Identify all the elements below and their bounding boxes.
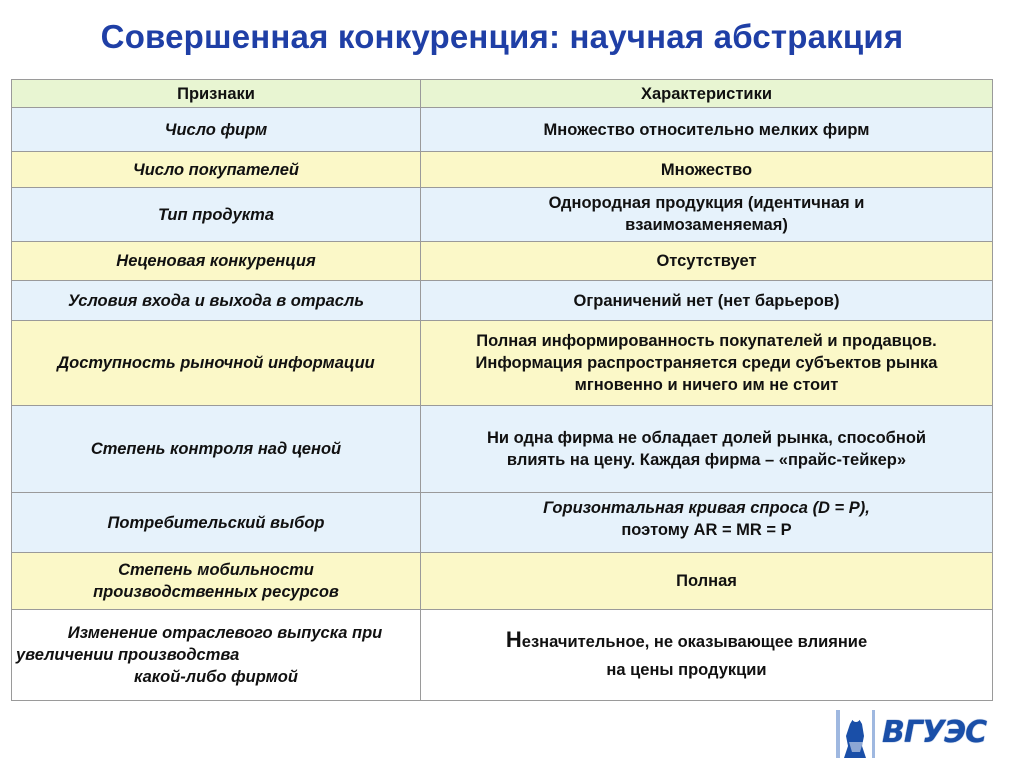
value-cell: Отсутствует xyxy=(421,242,993,281)
table-row xyxy=(12,108,993,152)
value-line: взаимозаменяемая) xyxy=(625,216,788,234)
logo-text: ВГУЭС xyxy=(882,715,987,750)
university-logo xyxy=(836,706,996,762)
value-line: на цены продукции xyxy=(606,661,767,679)
feature-cell: Доступность рыночной информации xyxy=(12,321,421,406)
value-line: мгновенно и ничего им не стоит xyxy=(574,376,839,394)
feature-cell: Условия входа и выхода в отрасль xyxy=(12,281,421,321)
table-row xyxy=(12,493,993,553)
table-row xyxy=(12,610,993,701)
value-line: поэтому AR = MR = P xyxy=(621,521,792,539)
features-table xyxy=(11,79,993,701)
feature-cell xyxy=(12,553,421,610)
value-line: езначительное, не оказывающее влияние xyxy=(521,633,868,651)
table-row xyxy=(12,321,993,406)
value-cell: Полная xyxy=(421,553,993,610)
feature-line: Степень мобильности xyxy=(118,561,314,579)
value-cell xyxy=(421,406,993,493)
value-cell xyxy=(421,321,993,406)
value-line: Полная информированность покупателей и продавцов. xyxy=(476,332,937,350)
value-line: Информация распространяется среди субъектов рынка xyxy=(475,354,938,372)
value-cell xyxy=(421,610,993,701)
feature-cell: Степень контроля над ценой xyxy=(12,406,421,493)
value-initial-letter: Н xyxy=(505,627,522,652)
feature-cell xyxy=(12,610,421,701)
feature-line: какой-либо фирмой xyxy=(134,668,298,686)
feature-line: Изменение отраслевого выпуска при xyxy=(67,624,383,642)
value-cell xyxy=(421,188,993,242)
feature-line: увеличении производства xyxy=(16,646,240,664)
header-characteristics: Характеристики xyxy=(421,80,993,108)
feature-cell: Неценовая конкуренция xyxy=(12,242,421,281)
table-row xyxy=(12,188,993,242)
value-line: Ни одна фирма не обладает долей рынка, способной xyxy=(486,429,927,447)
table-row xyxy=(12,152,993,188)
table-row xyxy=(12,553,993,610)
value-line: Горизонтальная кривая спроса (D = P), xyxy=(543,499,870,517)
header-features: Признаки xyxy=(12,80,421,108)
table-row xyxy=(12,242,993,281)
table-row xyxy=(12,281,993,321)
feature-cell: Потребительский выбор xyxy=(12,493,421,553)
feature-cell: Число фирм xyxy=(12,108,421,152)
page-title: Совершенная конкуренция: научная абстракция xyxy=(100,18,904,55)
feature-line: производственных ресурсов xyxy=(93,583,339,601)
table-row xyxy=(12,406,993,493)
value-line: влиять на цену. Каждая фирма – «прайс-тейкер» xyxy=(506,451,907,469)
value-cell: Множество xyxy=(421,152,993,188)
feature-cell: Тип продукта xyxy=(12,188,421,242)
value-cell: Ограничений нет (нет барьеров) xyxy=(421,281,993,321)
feature-cell: Число покупателей xyxy=(12,152,421,188)
table-header-row xyxy=(12,80,993,108)
value-cell: Множество относительно мелких фирм xyxy=(421,108,993,152)
value-line: Однородная продукция (идентичная и xyxy=(548,194,865,212)
value-cell xyxy=(421,493,993,553)
